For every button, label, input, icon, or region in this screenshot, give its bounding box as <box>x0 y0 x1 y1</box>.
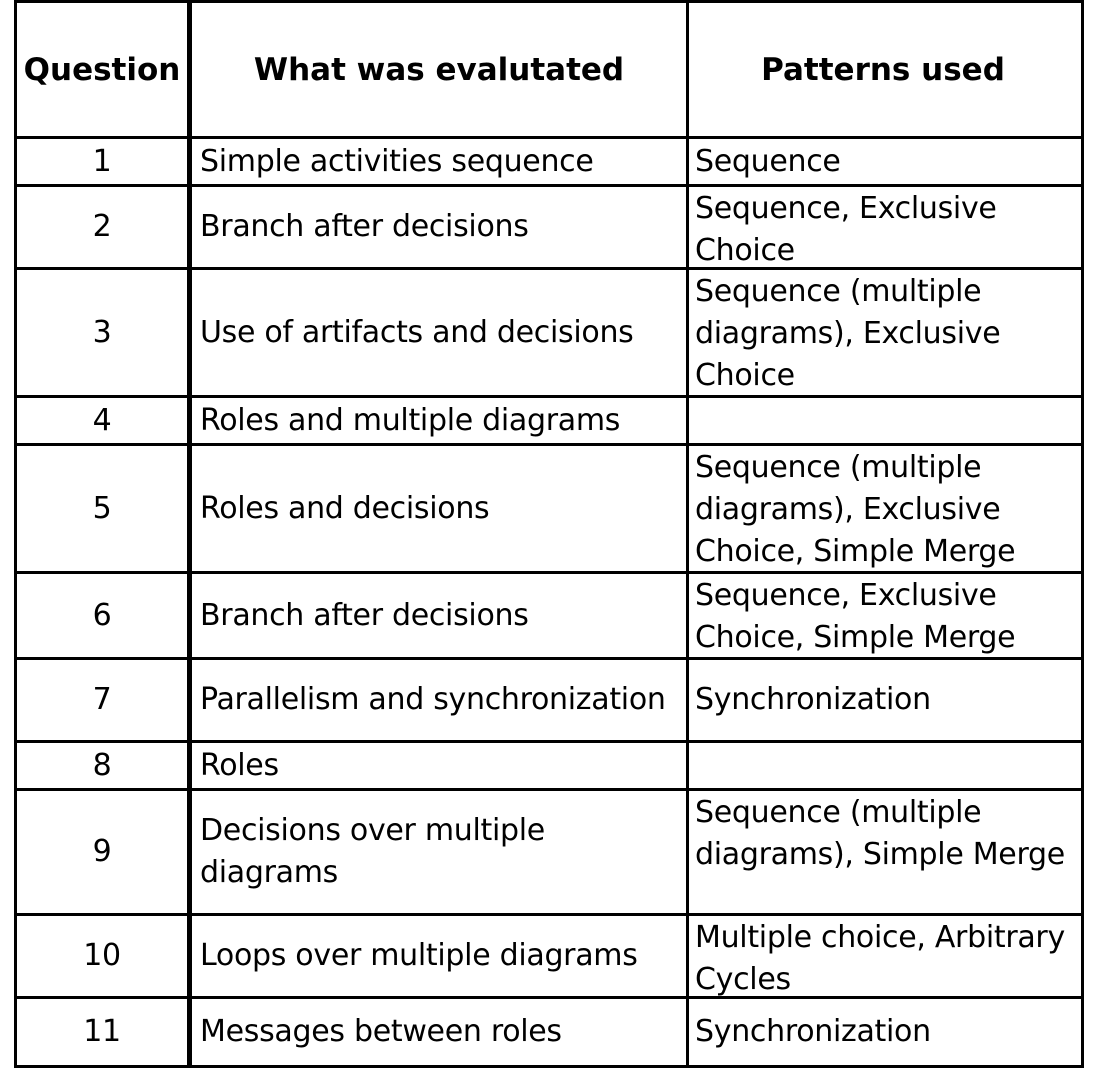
row-9-patterns: Sequence (multiple diagrams), Simple Merge <box>689 791 1081 916</box>
row-7-patterns: Synchronization <box>689 660 1081 743</box>
row-8-evaluated: Roles <box>192 743 689 791</box>
row-1-patterns: Sequence <box>689 139 1081 187</box>
row-9-question: 9 <box>17 791 192 916</box>
row-2-question: 2 <box>17 187 192 270</box>
row-5-question: 5 <box>17 446 192 574</box>
row-1-question: 1 <box>17 139 192 187</box>
row-11-patterns: Synchronization <box>695 1014 931 1049</box>
row-10-evaluated: Loops over multiple diagrams <box>192 916 689 999</box>
row-5-patterns: Sequence (multiple diagrams), Exclusive Choice, Simple Merge <box>689 446 1081 574</box>
row-9-evaluated: Decisions over multiple diagrams <box>192 791 689 916</box>
row-2-evaluated: Branch after decisions <box>192 187 689 270</box>
row-10-patterns: Multiple choice, Arbitrary Cycles <box>689 916 1081 999</box>
row-4-patterns <box>689 398 1081 446</box>
row-4-evaluated: Roles and multiple diagrams <box>192 398 689 446</box>
header-patterns-used: Patterns used <box>689 3 1081 139</box>
row-5-evaluated: Roles and decisions <box>192 446 689 574</box>
evaluation-table <box>14 0 1084 1068</box>
row-7-evaluated: Parallelism and synchronization <box>192 660 689 743</box>
row-10-question: 10 <box>17 916 192 999</box>
row-8-patterns <box>689 743 1081 791</box>
header-question: Question <box>17 3 192 139</box>
row-8-question: 8 <box>17 743 192 791</box>
row-6-patterns: Sequence, Exclusive Choice, Simple Merge <box>689 574 1081 660</box>
row-2-patterns: Sequence, Exclusive Choice <box>689 187 1081 270</box>
row-11-evaluated: Messages between roles <box>192 999 689 1065</box>
row-6-question: 6 <box>17 574 192 660</box>
row-3-evaluated: Use of artifacts and decisions <box>192 270 689 398</box>
row-1-evaluated: Simple activities sequence <box>192 139 689 187</box>
row-11-question: 11 <box>17 999 192 1065</box>
row-4-question: 4 <box>17 398 192 446</box>
row-3-question: 3 <box>17 270 192 398</box>
row-3-patterns: Sequence (multiple diagrams), Exclusive Choice <box>689 270 1081 398</box>
row-7-question: 7 <box>17 660 192 743</box>
header-what-was-evaluated: What was evalutated <box>192 3 689 139</box>
row-6-evaluated: Branch after decisions <box>192 574 689 660</box>
